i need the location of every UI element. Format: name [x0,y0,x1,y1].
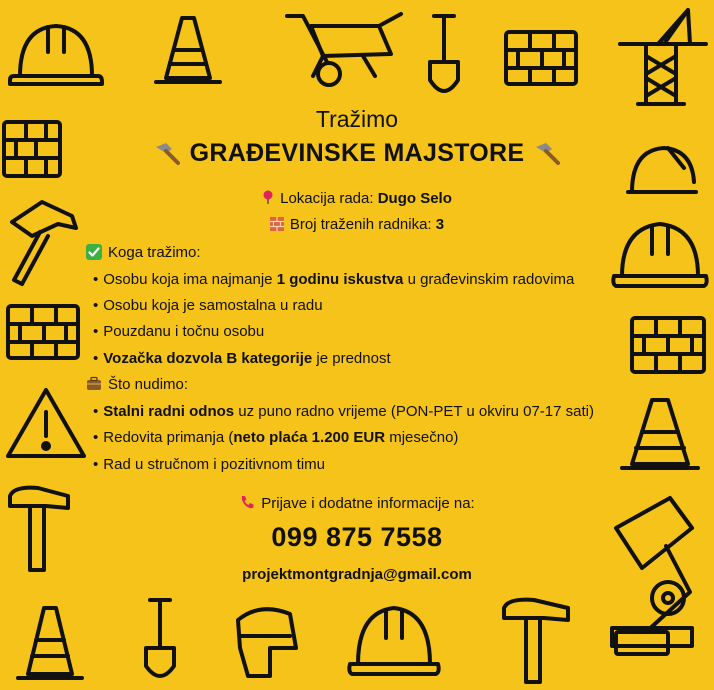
workers-value: 3 [435,216,445,233]
location-value: Dugo Selo [377,190,452,207]
phone-number[interactable]: 099 875 7558 [271,522,443,552]
workers-label: Broj traženih radnika: [289,216,432,233]
lead-text: Tražimo [315,106,399,132]
list-item [93,350,391,367]
hammer-icon [154,141,180,172]
list-item [93,403,594,420]
list-item-text: Rad u stručnom i pozitivnom timu [103,456,326,473]
list-item [93,271,574,288]
list-item-text: je prednost [312,350,391,367]
location-line [0,190,714,208]
list-item-text: Pouzdanu i točnu osobu [103,323,265,340]
list-item-bold: Stalni radni odnos [103,403,235,420]
location-label: Lokacija rada: [280,190,374,207]
headline [0,139,714,172]
list-item [93,323,264,340]
list-item-text: mjesečno) [385,429,459,446]
bricks-emoji-icon [270,217,284,235]
workers-line [0,216,714,235]
wanted-heading [86,244,201,261]
phone-icon [239,494,255,514]
email-address[interactable]: projektmontgradnja@gmail.com [242,566,472,583]
list-item-text: Redovita primanja ( [103,429,234,446]
list-item [93,297,323,314]
list-item-text: Osobu koja je samostalna u radu [103,297,323,314]
briefcase-icon [86,376,102,392]
check-icon [86,244,102,260]
wanted-heading-text: Koga tražimo: [108,244,201,261]
list-item [93,429,458,446]
list-item-text: uz puno radno vrijeme (PON-PET u okviru 07-17 sati) [234,403,594,420]
list-item-text: Osobu koja ima najmanje [103,271,277,288]
contact-heading [0,494,714,514]
list-item-bold: Vozačka dozvola B kategorije [103,350,313,367]
hammer-icon [534,141,560,172]
pin-icon [262,190,274,208]
offer-heading-text: Što nudimo: [108,376,189,393]
offer-heading [86,376,188,393]
list-item-bold: neto plaća 1.200 EUR [233,429,386,446]
list-item [93,456,325,473]
list-item-text: u građevinskim radovima [403,271,575,288]
headline-text: GRAĐEVINSKE MAJSTORE [189,139,525,167]
list-item-bold: 1 godinu iskustva [276,271,404,288]
contact-heading-text: Prijave i dodatne informacije na: [261,495,475,512]
